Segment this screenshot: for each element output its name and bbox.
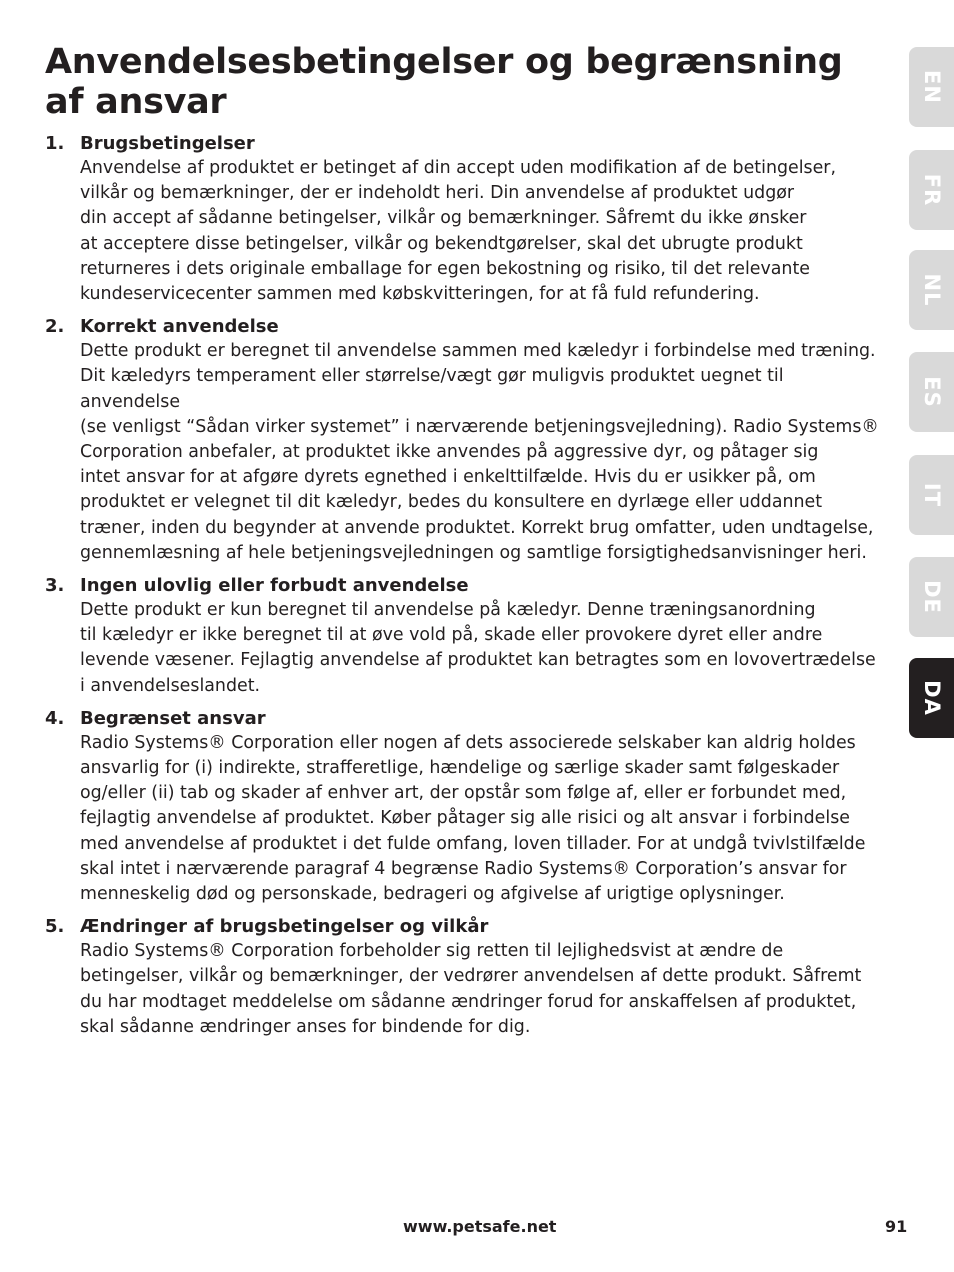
language-tab-es[interactable] (909, 352, 954, 432)
section-number: 5. (45, 916, 65, 938)
language-tab-fr[interactable] (909, 150, 954, 230)
language-tab-label: DA (919, 680, 944, 716)
section-heading: Brugsbetingelser (80, 133, 255, 154)
footer-website-link[interactable]: www.petsafe.net (403, 1217, 557, 1236)
section-body: Radio Systems® Corporation forbeholder sig retten til lejlighedsvist at ændre de betingelser, vilkår og bemærkninger, der vedrører anvendelsen af dette produkt. Såfremt du har modtaget meddelelse om sådanne ændringer forud for anskaffelsen af produktet, skal sådanne ændringer anses for bindende for dig. (80, 941, 862, 1037)
language-tab-label: DE (919, 580, 944, 614)
terms-sections (45, 131, 880, 1047)
language-tab-label: ES (919, 376, 944, 408)
language-tab-nl[interactable] (909, 250, 954, 330)
section-body: Radio Systems® Corporation eller nogen af dets associerede selskaber kan aldrig holdes ansvarlig for (i) indirekte, strafferetlige, hændelige og særlige skader samt følgeskader og/eller (ii) tab og skader af enhver art, der opstår som følge af, eller er forbundet med, fejlagtig anvendelse af produktet. Køber påtager sig alle risici og alt ansvar i forbindelse med anvendelse af produktet i det fulde omfang, loven tillader. For at undgå tvivlstilfælde skal intet i nærværende paragraf 4 begrænse Radio Systems® Corporation’s ansvar for menneskelig død og personskade, bedrageri og afgivelse af urigtige oplysninger. (80, 732, 866, 905)
section-heading: Korrekt anvendelse (80, 316, 279, 338)
section-number: 2. (45, 316, 65, 338)
language-tab-label: EN (919, 70, 944, 104)
section-heading: Begrænset ansvar (80, 707, 266, 729)
section-heading: Ingen ulovlig eller forbudt anvendelse (80, 575, 469, 597)
language-tab-en[interactable] (909, 47, 954, 127)
language-tab-label: FR (919, 173, 944, 207)
section-terms-of-use (45, 131, 880, 307)
language-tab-da[interactable] (909, 658, 954, 738)
page-number: 91 (885, 1217, 908, 1236)
section-heading: Ændringer af brugsbetingelser og vilkår (80, 916, 489, 938)
section-proper-use (45, 314, 880, 566)
section-number: 3. (45, 575, 65, 597)
section-no-unlawful-use (45, 573, 880, 699)
section-number: 1. (45, 133, 65, 154)
section-number: 4. (45, 707, 65, 729)
language-tab-label: NL (919, 273, 944, 307)
section-body: Anvendelse af produktet er betinget af din accept uden modifikation af de betingelser, vilkår og bemærkninger, der er indeholdt heri. Din anvendelse af produktet udgør din accept af sådanne betingelser, vilkår og bemærkninger. Såfremt du ikke ønsker at acceptere disse betingelser, vilkår og bekendtgørelser, skal det ubrugte produkt returneres i dets originale emballage for egen bekostning og risiko, til det relevante kundeservicecenter sammen med købskvitteringen, for at få fuld refundering. (80, 158, 836, 305)
language-tab-label: IT (919, 482, 944, 508)
section-body: Dette produkt er beregnet til anvendelse sammen med kæledyr i forbindelse med træning. Dit kæledyrs temperament eller størrelse/vægt gør muligvis produktet uegnet til anvendelse (se venligst “Sådan virker systemet” i nærværende betjeningsvejledning). Radio Systems® Corporation anbefaler, at produktet ikke anvendes på aggressive dyr, og påtager sig intet ansvar for at afgøre dyrets egnethed i enkelttilfælde. Hvis du er usikker på, om produktet er velegnet til dit kæledyr, bedes du konsultere en dyrlæge eller uddannet træner, inden du begynder at anvende produktet. Korrekt brug omfatter, uden undtagelse, gennemlæsning af hele betjeningsvejledningen og samtlige forsigtighedsanvisninger heri. (80, 341, 879, 563)
section-body: Dette produkt er kun beregnet til anvendelse på kæledyr. Denne træningsanordning til kæledyr er ikke beregnet til at øve vold på, skade eller provokere dyret eller andre levende væsener. Fejlagtig anvendelse af produktet kan betragtes som en lovovertrædelse i anvendelseslandet. (80, 600, 876, 696)
section-modifications (45, 914, 880, 1040)
section-limited-liability (45, 706, 880, 907)
language-tab-de[interactable] (909, 557, 954, 637)
page-title: Anvendelsesbetingelser og begrænsning af ansvar (45, 42, 843, 122)
language-tabs (909, 0, 954, 1272)
language-tab-it[interactable] (909, 455, 954, 535)
